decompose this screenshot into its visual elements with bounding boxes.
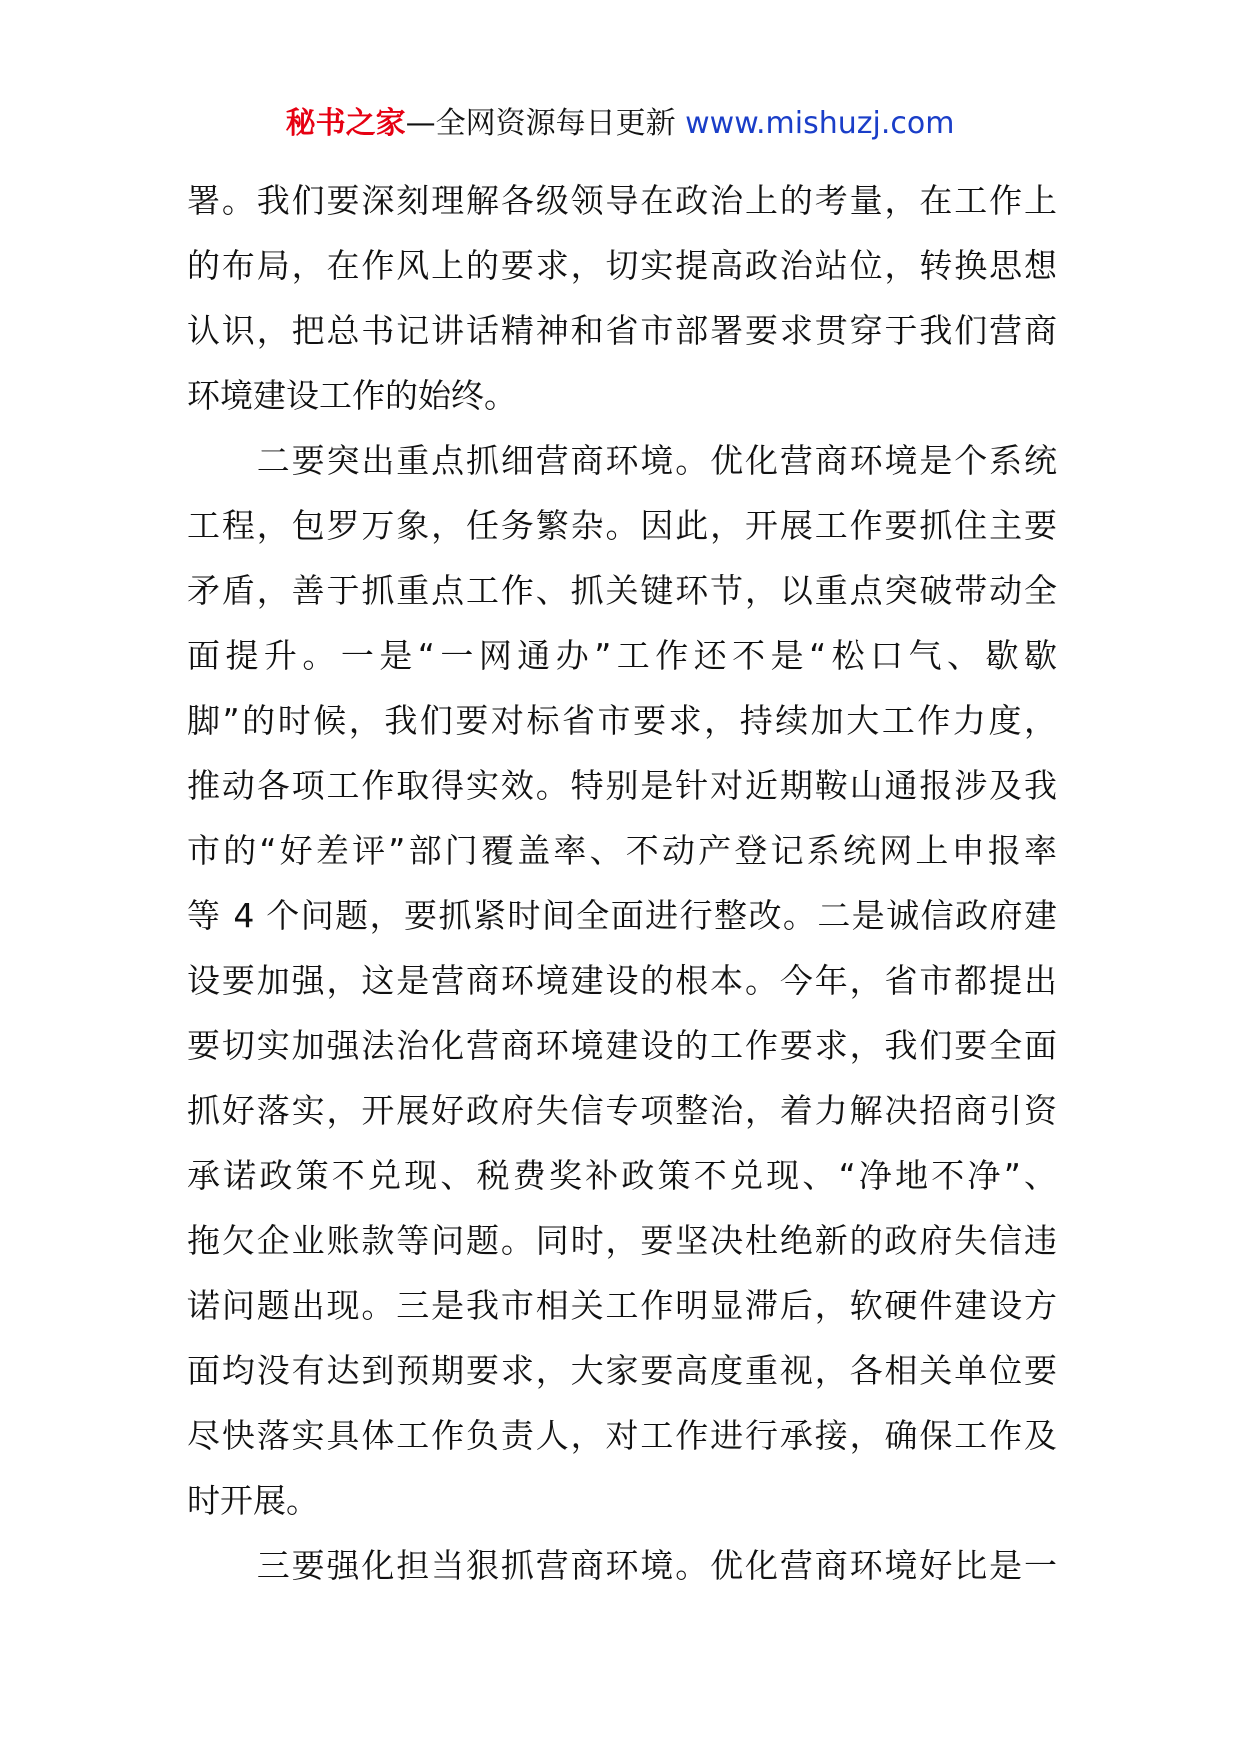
text-line: 诺问题出现。三是我市相关工作明显滞后，软硬件建设方	[187, 1286, 1057, 1325]
text-line: 时开展。	[187, 1481, 319, 1520]
text-line: 市的“好差评”部门覆盖率、不动产登记系统网上申报率	[187, 831, 1057, 870]
header-url-link[interactable]: www.mishuzj.com	[685, 106, 955, 141]
text-line: 面提升。一是“一网通办”工作还不是“松口气、歇歇	[187, 636, 1057, 675]
text-line: 环境建设工作的始终。	[187, 376, 517, 415]
text-line: 工程，包罗万象，任务繁杂。因此，开展工作要抓住主要	[187, 506, 1057, 545]
text-line: 尽快落实具体工作负责人，对工作进行承接，确保工作及	[187, 1416, 1057, 1455]
header-brand: 秘书之家	[285, 106, 406, 141]
text-line: 等 4 个问题，要抓紧时间全面进行整改。二是诚信政府建	[187, 896, 1057, 935]
text-line: 设要加强，这是营商环境建设的根本。今年，省市都提出	[187, 961, 1057, 1000]
text-line: 矛盾，善于抓重点工作、抓关键环节，以重点突破带动全	[187, 571, 1057, 610]
text-line: 承诺政策不兑现、税费奖补政策不兑现、“净地不净”、	[187, 1156, 1057, 1195]
text-line: 署。我们要深刻理解各级领导在政治上的考量，在工作上	[187, 181, 1057, 220]
text-line: 的布局，在作风上的要求，切实提高政治站位，转换思想	[187, 246, 1057, 285]
header-tagline: —全网资源每日更新	[405, 106, 676, 141]
text-line: 抓好落实，开展好政府失信专项整治，着力解决招商引资	[187, 1091, 1057, 1130]
text-line: 推动各项工作取得实效。特别是针对近期鞍山通报涉及我	[187, 766, 1057, 805]
text-line: 要切实加强法治化营商环境建设的工作要求，我们要全面	[187, 1026, 1057, 1065]
text-line: 脚”的时候，我们要对标省市要求，持续加大工作力度，	[187, 701, 1057, 740]
text-line: 拖欠企业账款等问题。同时，要坚决杜绝新的政府失信违	[187, 1221, 1057, 1260]
text-line: 三要强化担当狠抓营商环境。优化营商环境好比是一	[187, 1546, 1057, 1585]
document-body	[187, 168, 1057, 1598]
text-line: 面均没有达到预期要求，大家要高度重视，各相关单位要	[187, 1351, 1057, 1390]
text-line: 认识，把总书记讲话精神和省市部署要求贯穿于我们营商	[187, 311, 1057, 350]
text-line: 二要突出重点抓细营商环境。优化营商环境是个系统	[187, 441, 1057, 480]
page-header	[0, 100, 1240, 148]
